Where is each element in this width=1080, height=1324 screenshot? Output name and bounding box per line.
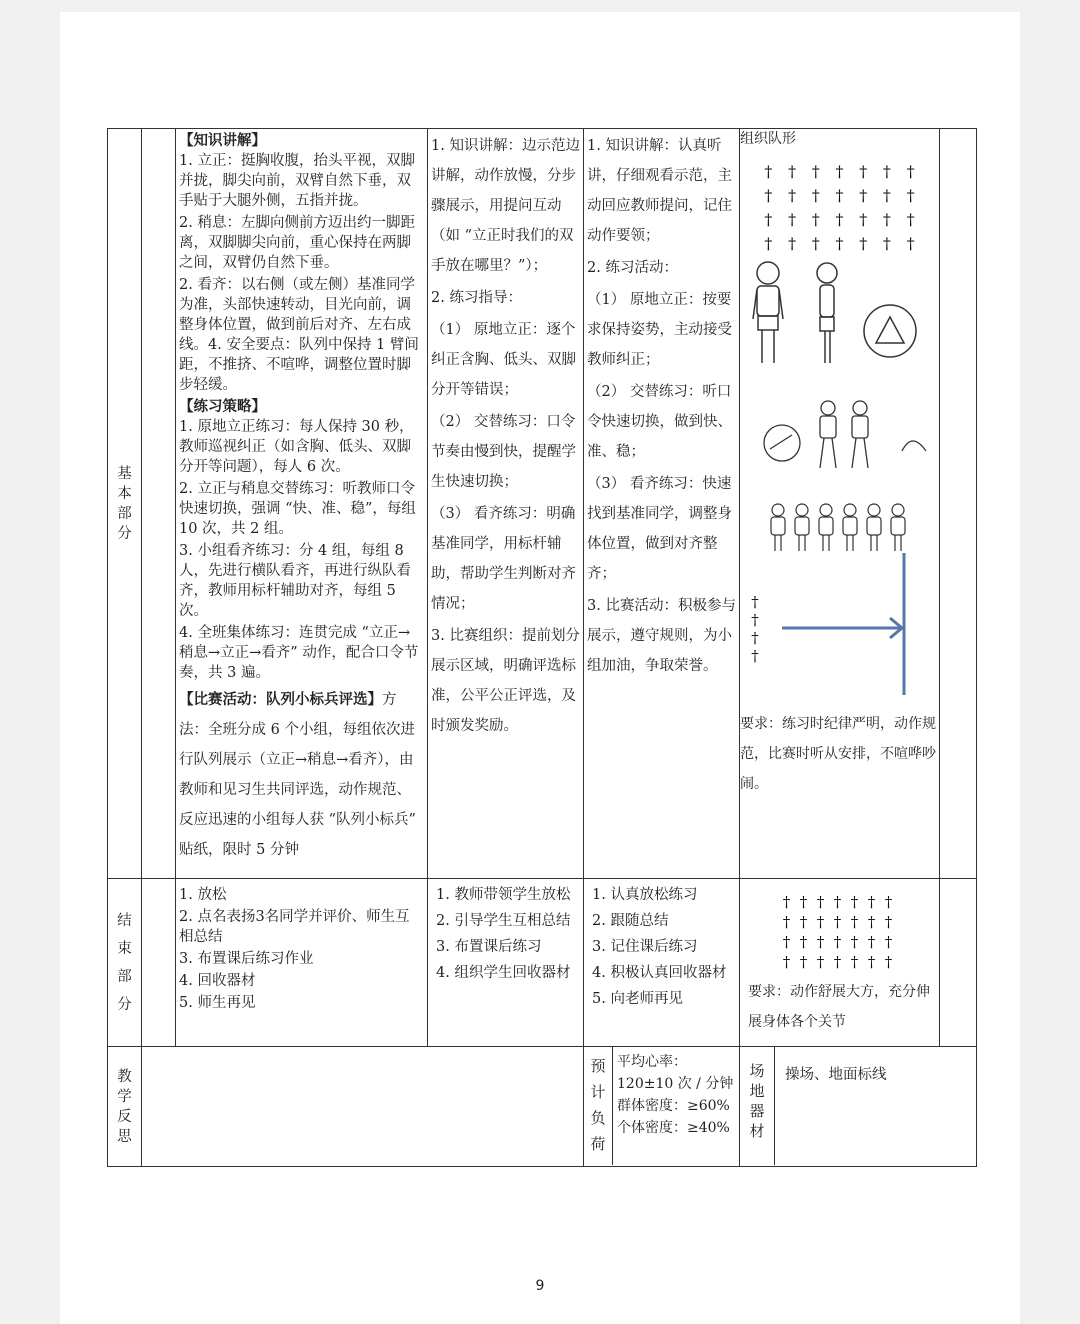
person-icon: †	[811, 210, 820, 229]
person-icon: †	[811, 186, 820, 205]
ending-item: 5. 师生再见	[179, 995, 256, 1011]
empty-cell	[940, 879, 977, 1047]
strategy-item: 3. 小组看齐练习：分 4 组，每组 8 人，先进行横队看齐，再进行纵队看齐，教师用标杆辅助对齐，每组 5 次。	[179, 543, 411, 619]
person-icon: †	[859, 186, 868, 205]
person-icon: †	[799, 953, 808, 971]
teacher-item: 1. 知识讲解：边示范边讲解，动作放慢，分步骤展示，用提问互动（如 “立正时我们的双手放在哪里？”）；	[431, 138, 580, 274]
person-icon: †	[833, 933, 842, 951]
person-icon: †	[850, 913, 859, 931]
load-cell	[584, 1047, 740, 1167]
lesson-plan-table	[107, 128, 977, 1167]
ending-student-item: 3. 记住课后练习	[592, 939, 698, 955]
reflection-label: 教 学 反 思	[108, 1047, 142, 1167]
teacher-item: （1） 原地立正：逐个纠正含胸、低头、双脚分开等错误；	[431, 322, 576, 398]
person-icon: †	[835, 234, 844, 253]
ending-item: 2. 点名表扬3名同学并评价、师生互相总结	[179, 909, 410, 945]
person-icon: †	[751, 629, 759, 647]
student-item: 3. 比赛活动：积极参与展示，遵守规则，为小组加油，争取荣誉。	[587, 598, 736, 674]
venue-text: 操场、地面标线	[785, 1067, 887, 1083]
person-icon: †	[859, 210, 868, 229]
ending-teacher-activity	[428, 879, 584, 1047]
ending-section-label: 结 束 部 分	[108, 879, 142, 1047]
person-icon: †	[811, 234, 820, 253]
person-icon: †	[799, 893, 808, 911]
load-label: 预 计 负 荷	[584, 1047, 613, 1165]
person-icon: †	[764, 210, 773, 229]
standing-front-figure-icon	[753, 262, 783, 363]
student-item: 2. 练习活动：	[587, 260, 678, 276]
person-icon: †	[906, 186, 915, 205]
teacher-item: 2. 练习指导：	[431, 290, 522, 306]
person-icon: †	[833, 913, 842, 931]
person-icon: †	[788, 210, 797, 229]
person-icon: †	[833, 893, 842, 911]
ending-item: 1. 放松	[179, 887, 227, 903]
ending-teacher-item: 4. 组织学生回收器材	[436, 965, 571, 981]
empty-cell	[142, 879, 176, 1047]
basic-organization	[740, 129, 940, 879]
student-item: （2） 交替练习：听口令快速切换，做到快、准、稳；	[587, 384, 732, 460]
ending-teacher-item: 2. 引导学生互相总结	[436, 913, 571, 929]
contest-block	[179, 685, 424, 865]
basic-section-row	[108, 129, 977, 879]
person-icon: †	[867, 893, 876, 911]
person-icon: †	[884, 913, 893, 931]
heart-rate: 平均心率：120±10 次 / 分钟	[617, 1054, 734, 1092]
ending-organization	[740, 879, 940, 1047]
standing-side-figure-icon	[817, 263, 837, 363]
feet-angle-icon	[864, 305, 916, 357]
person-icon: †	[816, 893, 825, 911]
ending-student-item: 5. 向老师再见	[592, 991, 683, 1007]
person-icon: †	[751, 647, 759, 665]
person-icon: †	[906, 162, 915, 181]
competition-diagram	[740, 553, 939, 703]
person-icon: †	[788, 162, 797, 181]
reflection-content	[142, 1047, 584, 1167]
empty-cell	[940, 129, 977, 879]
knowledge-item: 2. 看齐：以右侧（或左侧）基准同学为准，头部快速转动，目光向前，调整身体位置，做到前后对齐、左右成线。4. 安全要点：队列中保持 1 臂间距，不推挤、不喧哗，调整位置时脚步轻缓。	[179, 277, 419, 393]
basic-content	[176, 129, 428, 879]
person-icon: †	[811, 162, 820, 181]
person-icon: †	[764, 234, 773, 253]
person-icon: †	[782, 953, 791, 971]
person-icon: †	[835, 162, 844, 181]
ending-item: 3. 布置课后练习作业	[179, 951, 314, 967]
person-icon: †	[788, 186, 797, 205]
person-icon: †	[782, 933, 791, 951]
person-icon: †	[882, 162, 891, 181]
venue-label: 场 地 器 材	[740, 1047, 775, 1165]
person-icon: †	[867, 913, 876, 931]
person-icon: †	[799, 913, 808, 931]
ending-requirement: 要求：动作舒展大方，充分伸展身体各个关节	[748, 984, 930, 1030]
knowledge-heading: 【知识讲解】	[179, 132, 266, 149]
strategy-item: 4. 全班集体练习：连贯完成 “立正→稍息→立正→看齐” 动作，配合口令节奏，共 3 遍。	[179, 625, 419, 681]
strategy-item: 1. 原地立正练习：每人保持 30 秒，教师巡视纠正（如含胸、低头、双脚分开等问题），每人 6 次。	[179, 419, 414, 475]
strategy-item: 2. 立正与稍息交替练习：听教师口令快速切换，强调 “快、准、稳”，每组 10 次，共 2 组。	[179, 481, 416, 537]
contest-text: 方法：全班分成 6 个小组，每组依次进行队列展示（立正→稍息→看齐），由教师和见习生共同评选，动作规范、反应迅速的小组每人获 “队列小标兵” 贴纸，限时 5 分钟	[179, 692, 416, 858]
person-icon: †	[906, 210, 915, 229]
person-icon: †	[884, 933, 893, 951]
page-number: 9	[535, 1278, 545, 1294]
load-values	[613, 1047, 739, 1165]
teacher-item: （3） 看齐练习：明确基准同学，用标杆辅助，帮助学生判断对齐情况；	[431, 506, 576, 612]
organization-requirement: 要求：练习时纪律严明，动作规范，比赛时听从安排，不喧哗吵闹。	[740, 716, 936, 792]
ending-student-item: 2. 跟随总结	[592, 913, 669, 929]
basic-teacher-activity	[428, 129, 584, 879]
person-icon: †	[833, 953, 842, 971]
person-icon: †	[884, 893, 893, 911]
person-icon: †	[788, 234, 797, 253]
person-icon: †	[835, 186, 844, 205]
person-icon: †	[906, 234, 915, 253]
person-icon: †	[764, 186, 773, 205]
person-icon: †	[867, 933, 876, 951]
person-icon: †	[751, 593, 759, 611]
venue-cell	[740, 1047, 977, 1167]
ending-teacher-item: 1. 教师带领学生放松	[436, 887, 571, 903]
person-icon: †	[850, 933, 859, 951]
person-icon: †	[816, 933, 825, 951]
person-icon: †	[859, 234, 868, 253]
ending-teacher-item: 3. 布置课后练习	[436, 939, 542, 955]
formation-grid	[760, 163, 920, 253]
person-icon: †	[850, 953, 859, 971]
student-item: （3） 看齐练习：快速找到基准同学，调整身体位置，做到对齐整齐；	[587, 476, 732, 582]
person-icon: †	[799, 933, 808, 951]
person-icon: †	[816, 913, 825, 931]
ending-student-item: 4. 积极认真回收器材	[592, 965, 727, 981]
knowledge-item: 1. 立正：挺胸收腹，抬头平视，双脚并拢，脚尖向前，双臂自然下垂，双手贴于大腿外侧，五指并拢。	[179, 153, 415, 209]
person-icon: †	[782, 893, 791, 911]
person-icon: †	[764, 162, 773, 181]
person-icon: †	[835, 210, 844, 229]
student-item: 1. 知识讲解：认真听讲，仔细观看示范，主动回应教师提问，记住动作要领；	[587, 138, 732, 244]
person-icon: †	[882, 234, 891, 253]
posture-illustrations	[740, 253, 939, 553]
ending-section-row	[108, 879, 977, 1047]
person-icon: †	[751, 611, 759, 629]
document-page	[60, 12, 1020, 1324]
teacher-item: （2） 交替练习：口令节奏由慢到快，提醒学生快速切换；	[431, 414, 576, 490]
strategy-heading: 【练习策略】	[179, 398, 266, 415]
person-icon: †	[882, 186, 891, 205]
person-icon: †	[884, 953, 893, 971]
empty-cell	[142, 129, 176, 879]
group-density: 群体密度：≥60%	[617, 1098, 730, 1114]
basic-section-label: 基 本 部 分	[108, 129, 142, 879]
person-icon: †	[782, 913, 791, 931]
ending-student-activity	[584, 879, 740, 1047]
ending-student-item: 1. 认真放松练习	[592, 887, 698, 903]
ending-formation-grid	[780, 893, 900, 971]
reflection-row	[108, 1047, 977, 1167]
teacher-item: 3. 比赛组织：提前划分展示区域，明确评选标准，公平公正评选，及时颁发奖励。	[431, 628, 580, 734]
ending-content	[176, 879, 428, 1047]
organization-title: 组织队形	[740, 131, 796, 147]
student-item: （1） 原地立正：按要求保持姿势，主动接受教师纠正；	[587, 292, 732, 368]
person-icon: †	[882, 210, 891, 229]
knowledge-item: 2. 稍息：左脚向侧前方迈出约一脚距离，双脚脚尖向前，重心保持在两脚之间，双臂仍自然下垂。	[179, 215, 415, 271]
person-icon: †	[850, 893, 859, 911]
ending-item: 4. 回收器材	[179, 973, 256, 989]
at-ease-figures-icon	[764, 401, 926, 468]
aligned-row-figures-icon	[771, 504, 905, 551]
person-icon: †	[867, 953, 876, 971]
basic-student-activity	[584, 129, 740, 879]
individual-density: 个体密度：≥40%	[617, 1120, 730, 1136]
contest-heading: 【比赛活动：队列小标兵评选】	[179, 691, 382, 708]
person-icon: †	[859, 162, 868, 181]
person-icon: †	[816, 953, 825, 971]
